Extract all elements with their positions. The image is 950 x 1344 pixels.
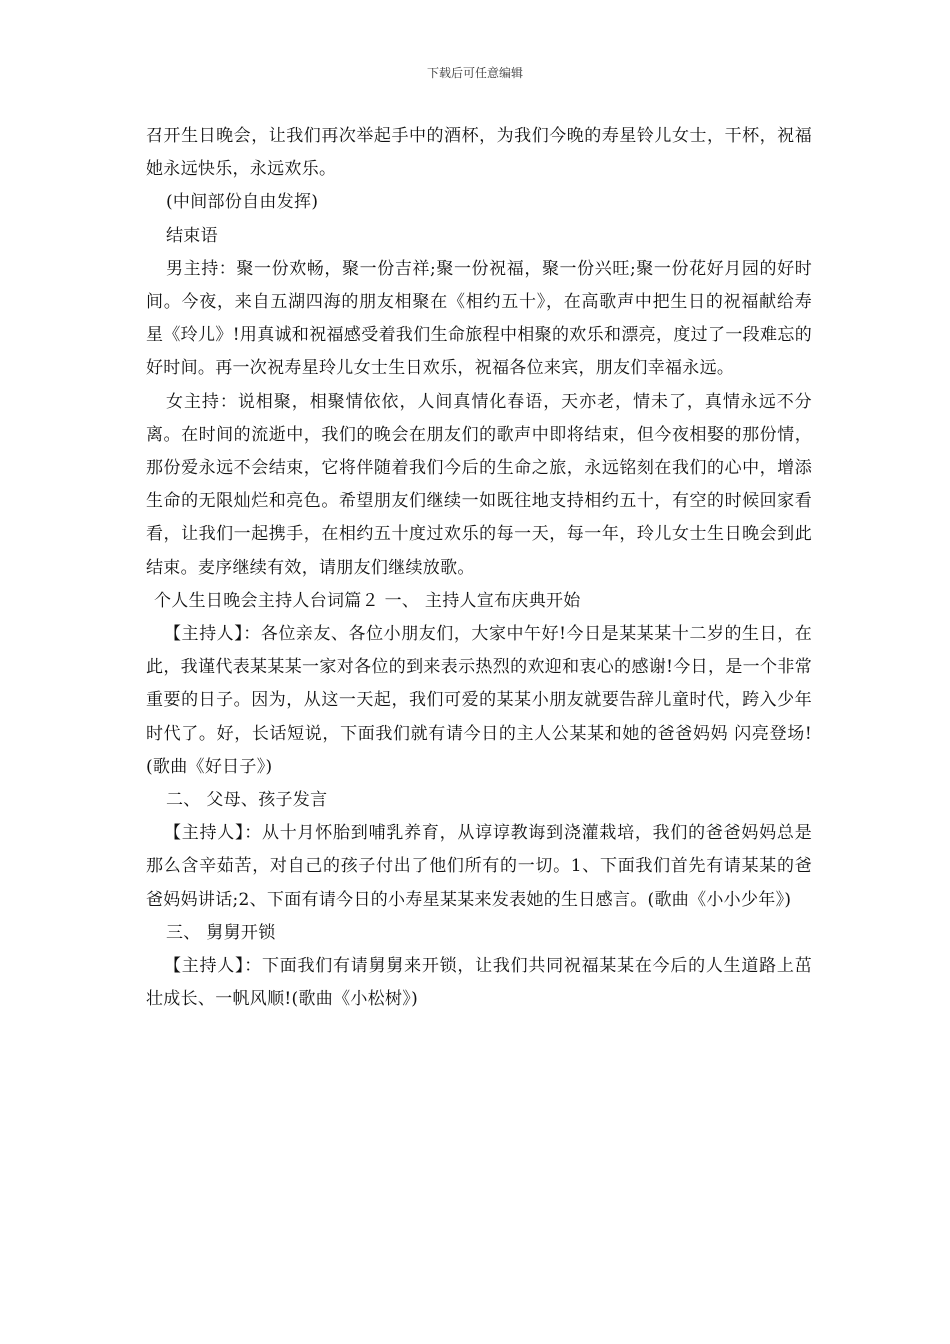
heading-parents-speech: 二、 父母、孩子发言 [166, 790, 328, 811]
document-body [146, 120, 812, 1016]
paragraph-male-host: 男主持：聚一份欢畅，聚一份吉祥;聚一份祝福，聚一份兴旺;聚一份花好月园的好时间。今夜，来自五湖四海的朋友相聚在《相约五十》，在高歌声中把生日的祝福献给寿星《玲儿》!用真诚和祝福感受着我们生命旅程中相聚的欢乐和漂亮，度过了一段难忘的好时间。再一次祝寿星玲儿女士生日欢乐，祝福各位来宾，朋友们幸福永远。 [146, 258, 812, 379]
paragraph-female-host: 女主持：说相聚，相聚情依依，人间真情化春语，天亦老，情未了，真情永远不分离。在时间的流逝中，我们的晚会在朋友们的歌声中即将结束，但今夜相娶的那份情，那份爱永远不会结束，它将伴随着我们今后的生命之旅，永远铭刻在我们的心中，增添生命的无限灿烂和亮色。希望朋友们继续一如既往地支持相约五十，有空的时候回家看看，让我们一起携手，在相约五十度过欢乐的每一天，每一年，玲儿女士生日晚会到此结束。麦序继续有效，请朋友们继续放歌。 [146, 391, 812, 578]
heading-uncle-unlock: 三、 舅舅开锁 [166, 922, 276, 943]
paragraph-host-parents: 【主持人】：从十月怀胎到哺乳养育，从谆谆教诲到浇灌栽培，我们的爸爸妈妈总是那么含辛茹苦，对自己的孩子付出了他们所有的一切。1、下面我们首先有请某某的爸爸妈妈讲话;2、下面有请今日的小寿星某某来发表她的生日感言。(歌曲《小小少年》) [146, 823, 812, 910]
paragraph-host-uncle: 【主持人】：下面我们有请舅舅来开锁，让我们共同祝福某某在今后的人生道路上茁壮成长、一帆风顺!(歌曲《小松树》) [146, 956, 812, 1010]
paragraph-host-opening: 【主持人】：各位亲友、各位小朋友们，大家中午好!今日是某某某十二岁的生日，在此，我谨代表某某某一家对各位的到来表示热烈的欢迎和衷心的感谢!今日，是一个非常重要的日子。因为，从这一天起，我们可爱的某某小朋友就要告辞儿童时代，跨入少年时代了。好，长话短说，下面我们就有请今日的主人公某某和她的爸爸妈妈 闪亮登场!(歌曲《好日子》) [146, 624, 812, 777]
paragraph-toast: 召开生日晚会，让我们再次举起手中的酒杯，为我们今晚的寿星铃儿女士，干杯，祝福她永远快乐，永远欢乐。 [146, 126, 812, 180]
heading-closing: 结束语 [166, 225, 218, 246]
page-header: 下载后可任意编辑 [426, 66, 523, 80]
paragraph-free-section: (中间部份自由发挥) [166, 192, 319, 213]
heading-part-2: 个人生日晚会主持人台词篇２ 一、 主持人宣布庆典开始 [154, 590, 581, 611]
